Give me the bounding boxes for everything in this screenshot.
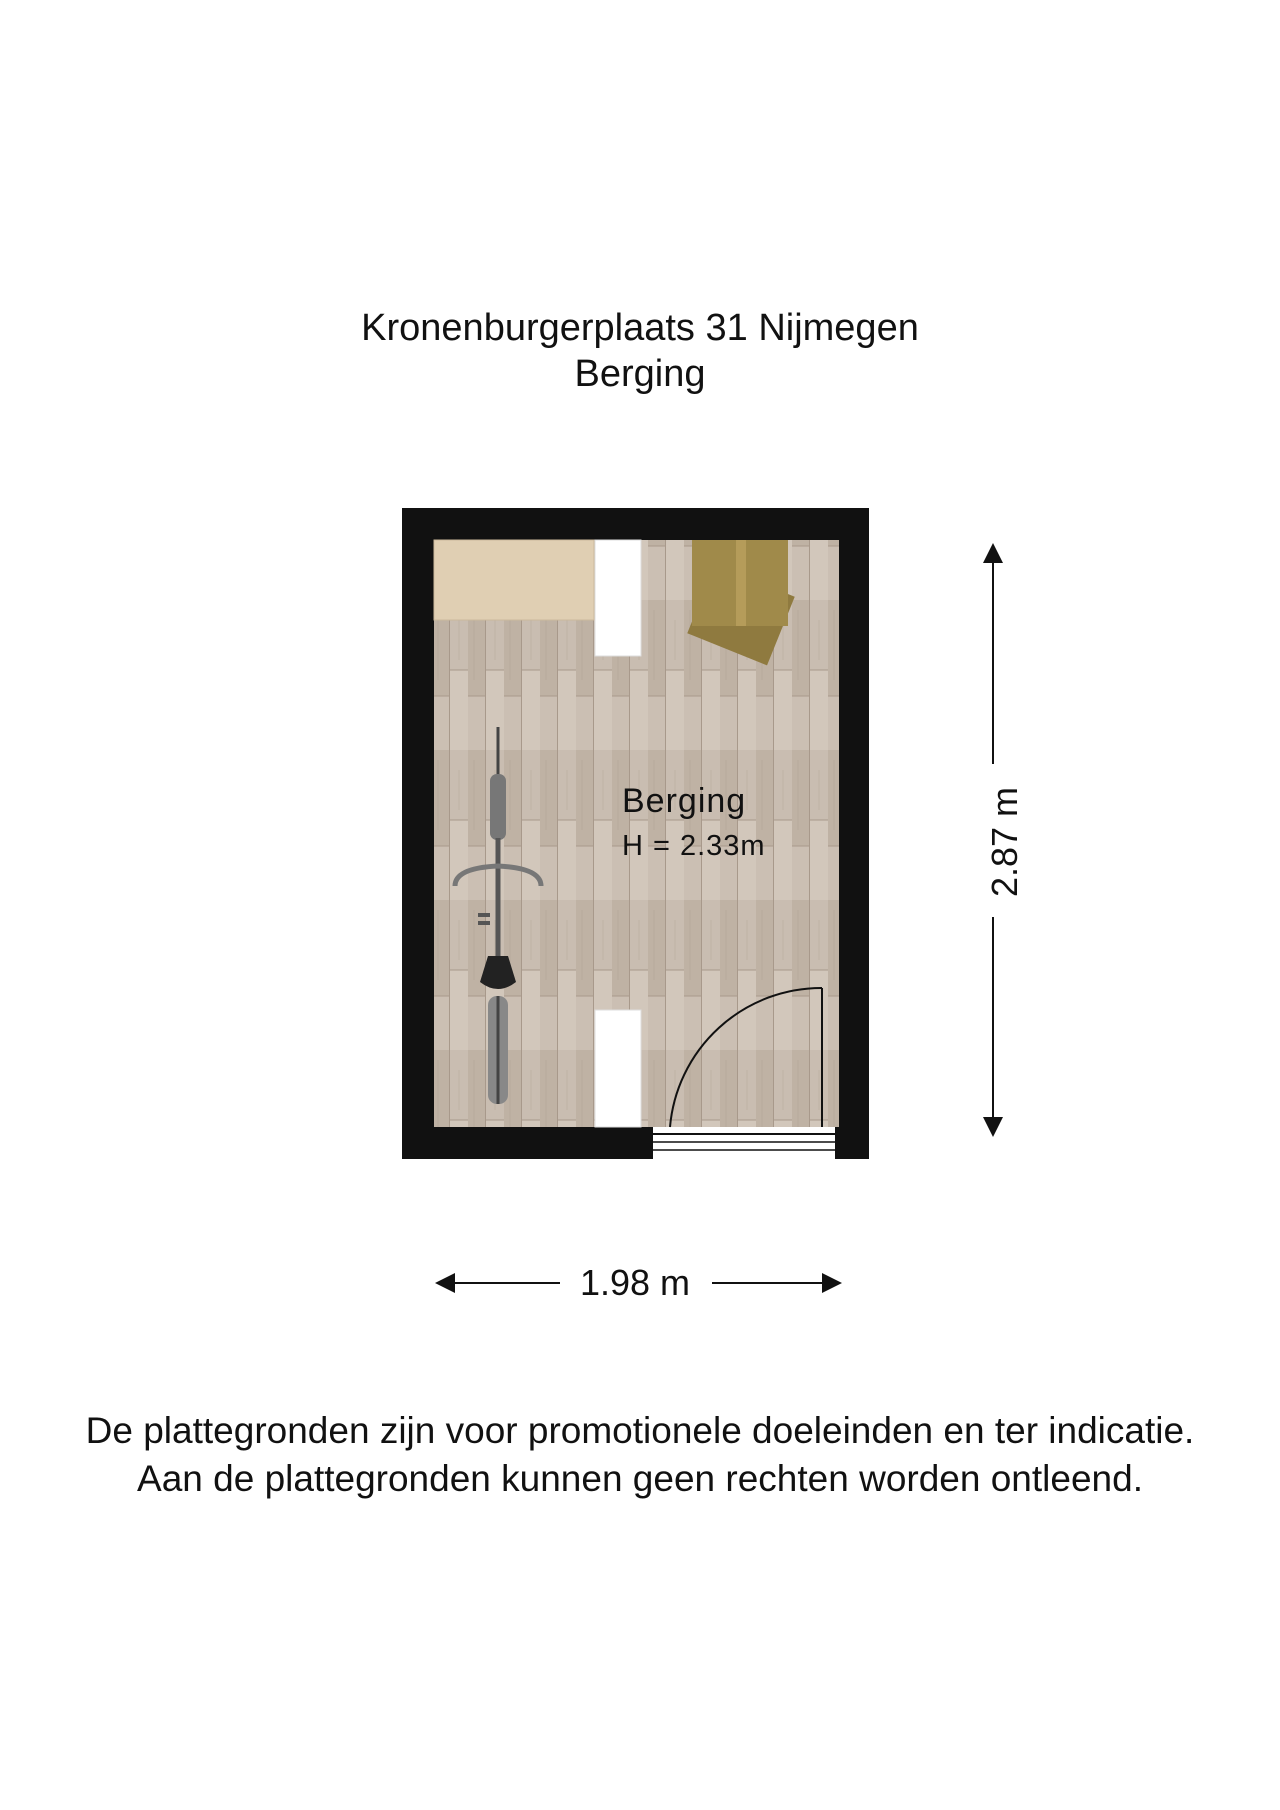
width-dimension-label: 1.98 m: [560, 1262, 710, 1304]
plan-address-title: Kronenburgerplaats 31 Nijmegen: [361, 307, 919, 349]
depth-dimension-label: 2.87 m: [983, 767, 1027, 917]
shelf-unit: [434, 540, 594, 620]
disclaimer-line-2: Aan de plattegronden kunnen geen rechten worden ontleend.: [137, 1458, 1143, 1499]
cabinet-top: [595, 540, 641, 656]
door-sill: [652, 1127, 836, 1159]
plan-floor-title: Berging: [574, 353, 706, 395]
room-height-label: H = 2.33m: [622, 830, 766, 862]
cabinet-bottom: [595, 1010, 641, 1127]
room-name-label: Berging: [622, 782, 747, 820]
disclaimer-line-1: De plattegronden zijn voor promotionele doeleinden en ter indicatie.: [85, 1410, 1195, 1451]
